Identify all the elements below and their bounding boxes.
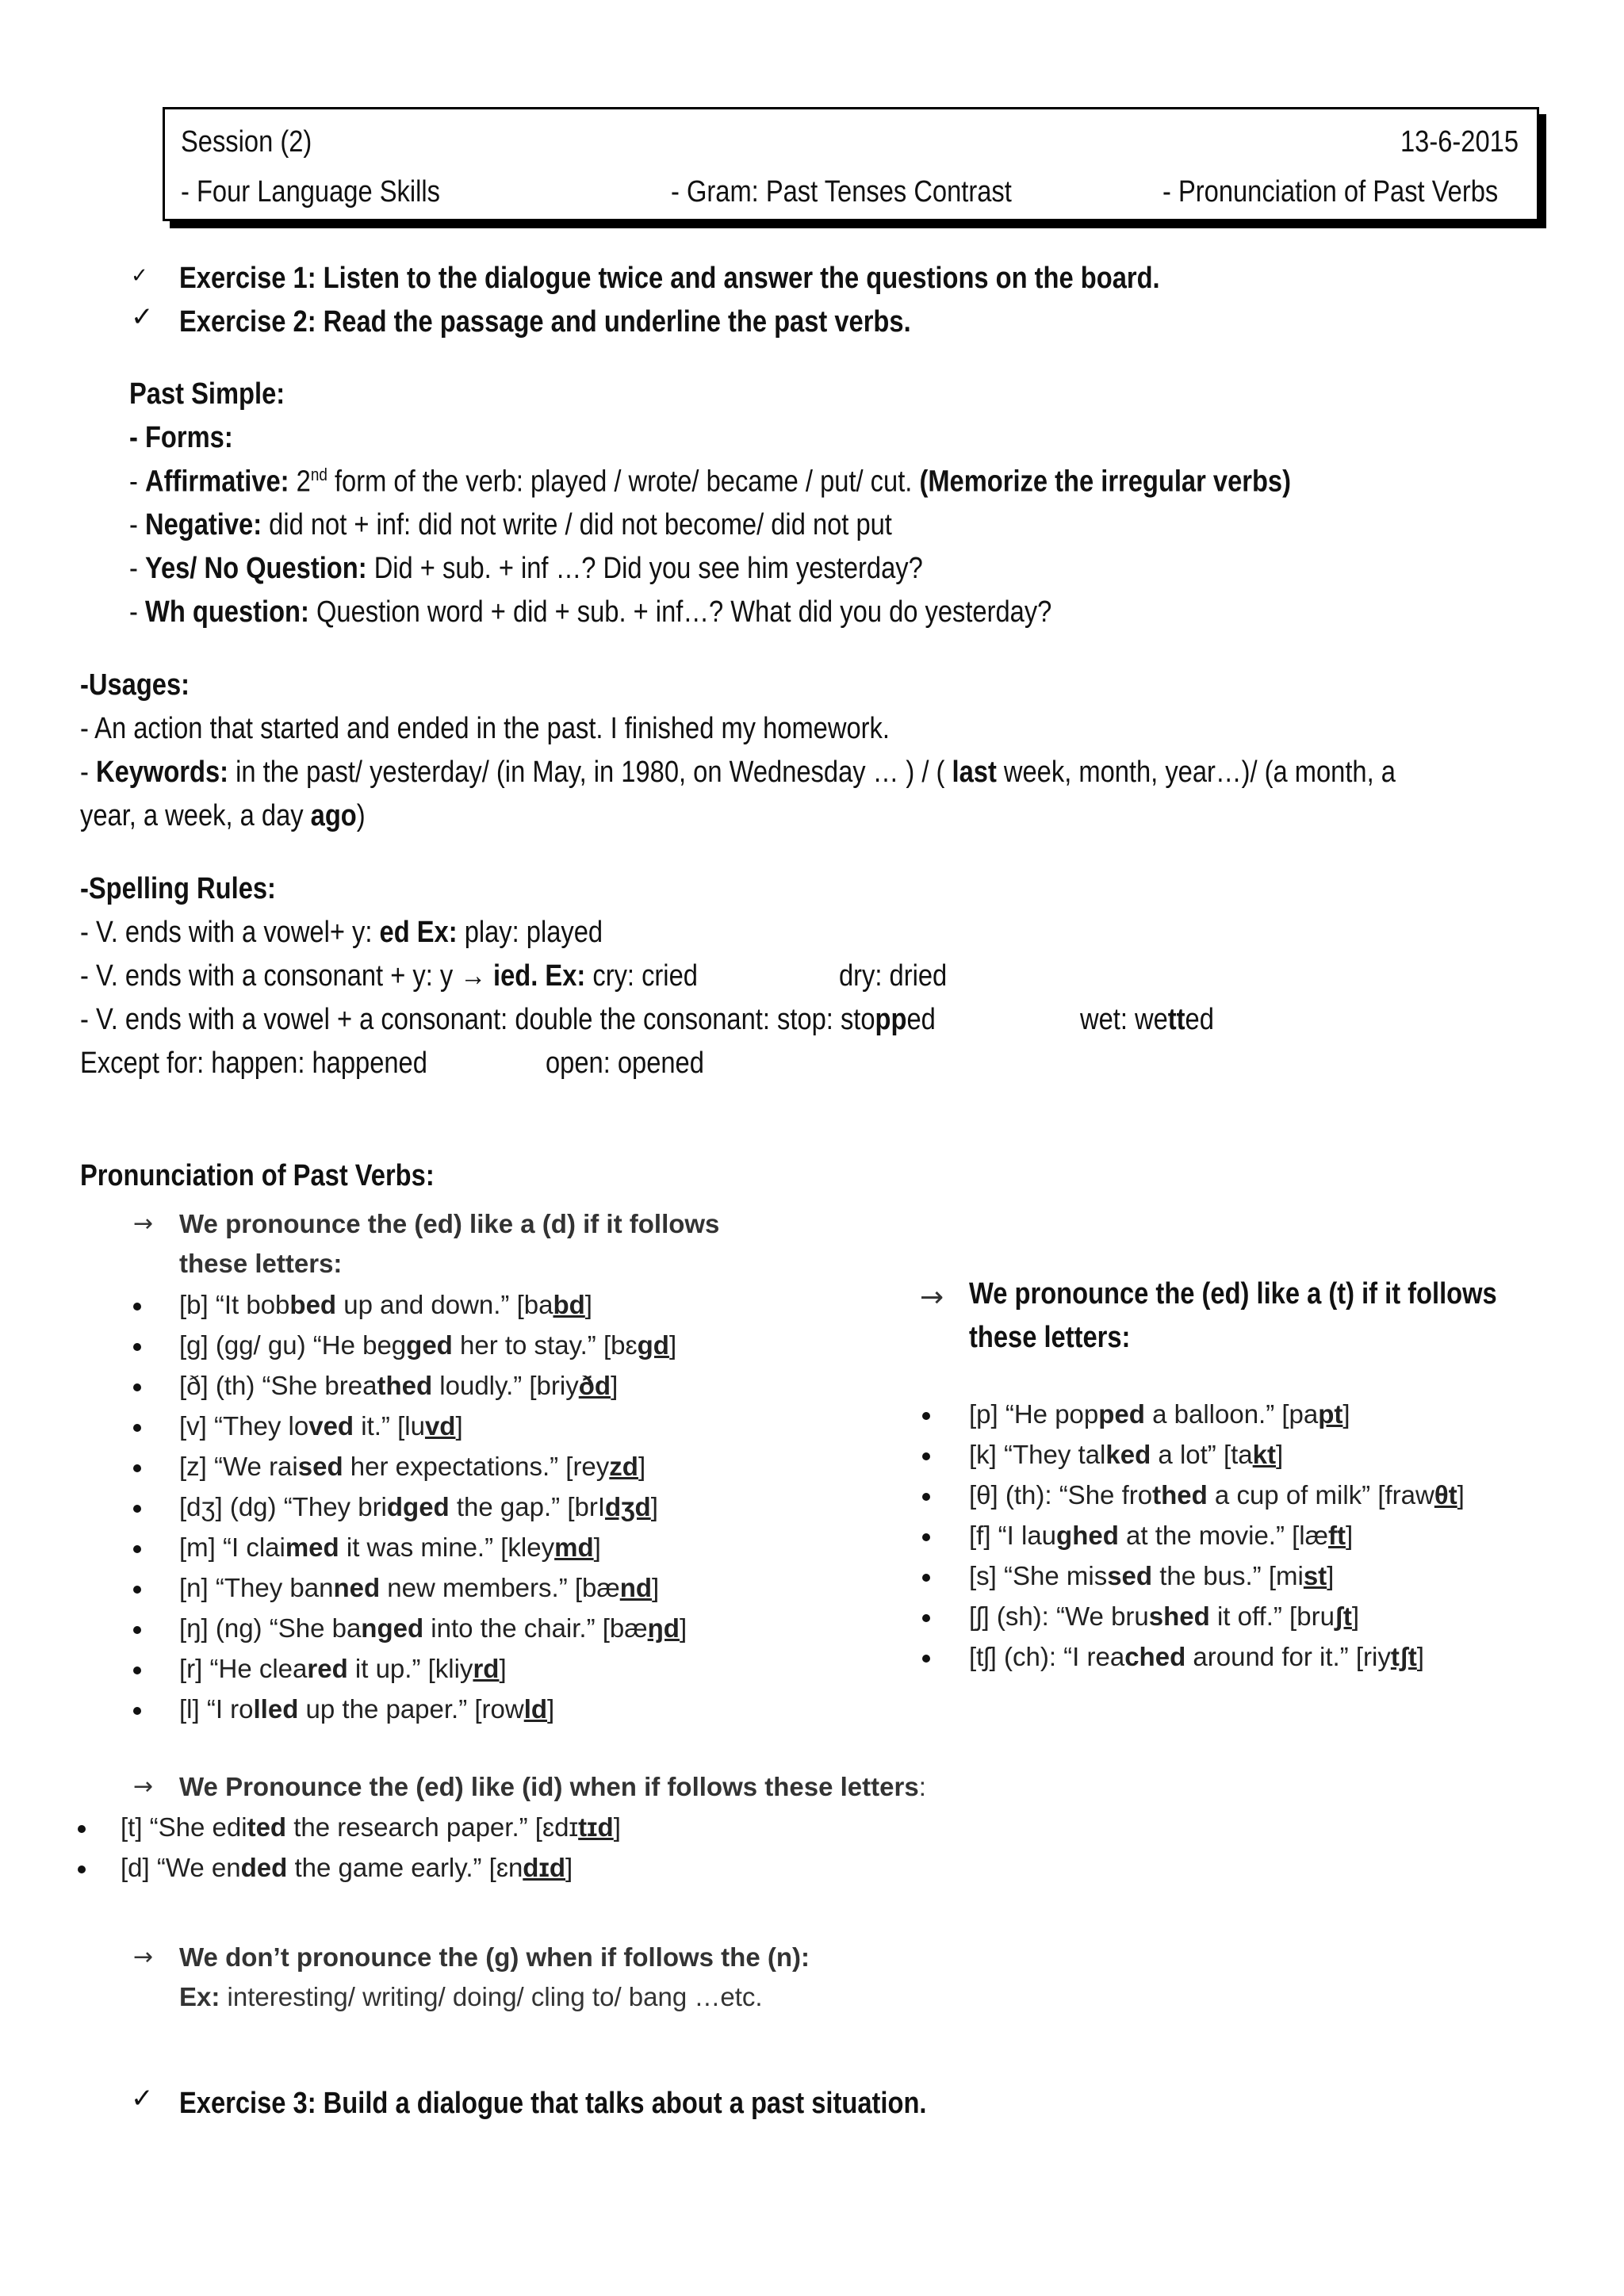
spelling-rule-1: - V. ends with a vowel+ y: ed Ex: play: played [80,916,603,949]
exercise-3: Exercise 3: Build a dialogue that talks about a past situation. [179,2087,927,2120]
t-sound-item: [ʃ] (sh): “We brushed it off.” [bruʃt] [969,1601,1360,1631]
bullet-icon [78,1866,86,1873]
d-sound-item: [r] “He cleared it up.” [kliyrd] [179,1654,507,1683]
bullet-icon [922,1493,930,1501]
d-sound-item: [b] “It bobbed up and down.” [babd] [179,1290,592,1319]
session-label: Session (2) [181,125,312,159]
affirmative-line: - Affirmative: 2nd form of the verb: played / wrote/ became / put/ cut. (Memorize the irregular verbs) [129,465,1291,499]
usages-line-1: - An action that started and ended in the past. I finished my homework. [80,712,890,745]
keywords-line: - Keywords: in the past/ yesterday/ (in May, in 1980, on Wednesday … ) / ( last week, month, year…)/ (a month, a [80,756,1396,789]
bullet-icon [133,1343,141,1351]
spelling-title: -Spelling Rules: [80,872,276,905]
session-header-box [163,107,1539,221]
bullet-icon [133,1626,141,1634]
t-sound-item: [k] “They talked a lot” [takt] [969,1440,1284,1469]
spelling-rule-2-example: dry: dried [839,959,948,993]
t-sound-item: [tʃ] (ch): “I reached around for it.” [riytʃt] [969,1642,1424,1671]
silent-g-heading: We don’t pronounce the (g) when if follows the (n): [179,1942,810,1972]
bullet-icon [133,1303,141,1311]
past-simple-title: Past Simple: [129,377,285,411]
d-sound-item: [l] “I rolled up the paper.” [rowld] [179,1694,555,1724]
yes-no-question-line: - Yes/ No Question: Did + sub. + inf …? Did you see him yesterday? [129,552,923,585]
bullet-icon [922,1412,930,1420]
d-sound-item: [v] “They loved it.” [luvd] [179,1411,463,1441]
spelling-rule-2: - V. ends with a consonant + y: y → ied. Ex: cry: cried [80,959,698,993]
d-sound-item: [m] “I claimed it was mine.” [kleymd] [179,1533,601,1562]
bullet-icon [922,1452,930,1460]
silent-g-examples: Ex: interesting/ writing/ doing/ cling to/ bang …etc. [179,1982,763,2011]
id-sound-item: [t] “She edited the research paper.” [ɛdɪtɪd] [121,1812,621,1842]
d-rule-heading-2: these letters: [179,1249,343,1278]
exercise-2: Exercise 2: Read the passage and underline the past verbs. [179,305,911,339]
bullet-icon [133,1586,141,1594]
exercise-1: Exercise 1: Listen to the dialogue twice and answer the questions on the board. [179,262,1160,295]
bullet-icon [133,1545,141,1553]
id-sound-item: [d] “We ended the game early.” [ɛndɪd] [121,1853,573,1882]
d-sound-item: [g] (gg/ gu) “He begged her to stay.” [bɛgd] [179,1330,677,1360]
id-rule-heading: We Pronounce the (ed) like (id) when if follows these letters: [179,1772,926,1801]
header-grammar: - Gram: Past Tenses Contrast [671,175,1012,209]
arrow-icon: → [133,1773,154,1800]
bullet-icon [133,1383,141,1391]
d-sound-item: [ð] (th) “She breathed loudly.” [briyðd] [179,1371,619,1400]
arrow-icon: → [920,1281,944,1314]
checkmark-icon: ✓ [131,301,154,333]
pronunciation-title: Pronunciation of Past Verbs: [80,1159,435,1192]
session-date: 13-6-2015 [1400,125,1519,159]
d-sound-item: [n] “They banned new members.” [bænd] [179,1573,660,1602]
t-sound-item: [p] “He popped a balloon.” [papt] [969,1399,1350,1429]
arrow-icon: → [133,1943,154,1971]
header-skills: - Four Language Skills [181,175,440,209]
header-pronunciation: - Pronunciation of Past Verbs [1162,175,1499,209]
bullet-icon [133,1707,141,1715]
d-sound-item: [ŋ] (ng) “She banged into the chair.” [bæŋd] [179,1613,688,1643]
spelling-rule-3: - V. ends with a vowel + a consonant: double the consonant: stop: stopped [80,1003,936,1036]
bullet-icon [133,1464,141,1472]
t-rule-heading: We pronounce the (ed) like a (t) if it follows [969,1277,1497,1311]
t-sound-item: [f] “I laughed at the movie.” [læft] [969,1521,1354,1550]
bullet-icon [78,1825,86,1833]
t-rule-heading-2: these letters: [969,1321,1131,1354]
bullet-icon [922,1574,930,1582]
wh-question-line: - Wh question: Question word + did + sub. + inf…? What did you do yesterday? [129,595,1052,629]
bullet-icon [133,1505,141,1513]
t-sound-item: [s] “She missed the bus.” [mist] [969,1561,1335,1590]
spelling-exception-2: open: opened [546,1047,704,1080]
forms-heading: - Forms: [129,421,233,454]
bullet-icon [133,1667,141,1674]
checkmark-icon: ✓ [131,2083,154,2114]
keywords-line-2: year, a week, a day ago) [80,799,366,832]
checkmark-icon: ✓ [131,264,148,288]
bullet-icon [922,1614,930,1622]
arrow-icon: → [133,1210,154,1238]
spelling-exception: Except for: happen: happened [80,1047,427,1080]
bullet-icon [922,1533,930,1541]
d-sound-item: [z] “We raised her expectations.” [reyzd] [179,1452,646,1481]
bullet-icon [922,1655,930,1663]
bullet-icon [133,1424,141,1432]
t-sound-item: [θ] (th): “She frothed a cup of milk” [frawθt] [969,1480,1465,1510]
d-sound-item: [dʒ] (dg) “They bridged the gap.” [brIdʒd] [179,1492,658,1521]
d-rule-heading: We pronounce the (ed) like a (d) if it follows [179,1209,720,1238]
spelling-rule-3-example: wet: wetted [1080,1003,1214,1036]
usages-title: -Usages: [80,668,190,702]
negative-line: - Negative: did not + inf: did not write / did not become/ did not put [129,508,892,541]
